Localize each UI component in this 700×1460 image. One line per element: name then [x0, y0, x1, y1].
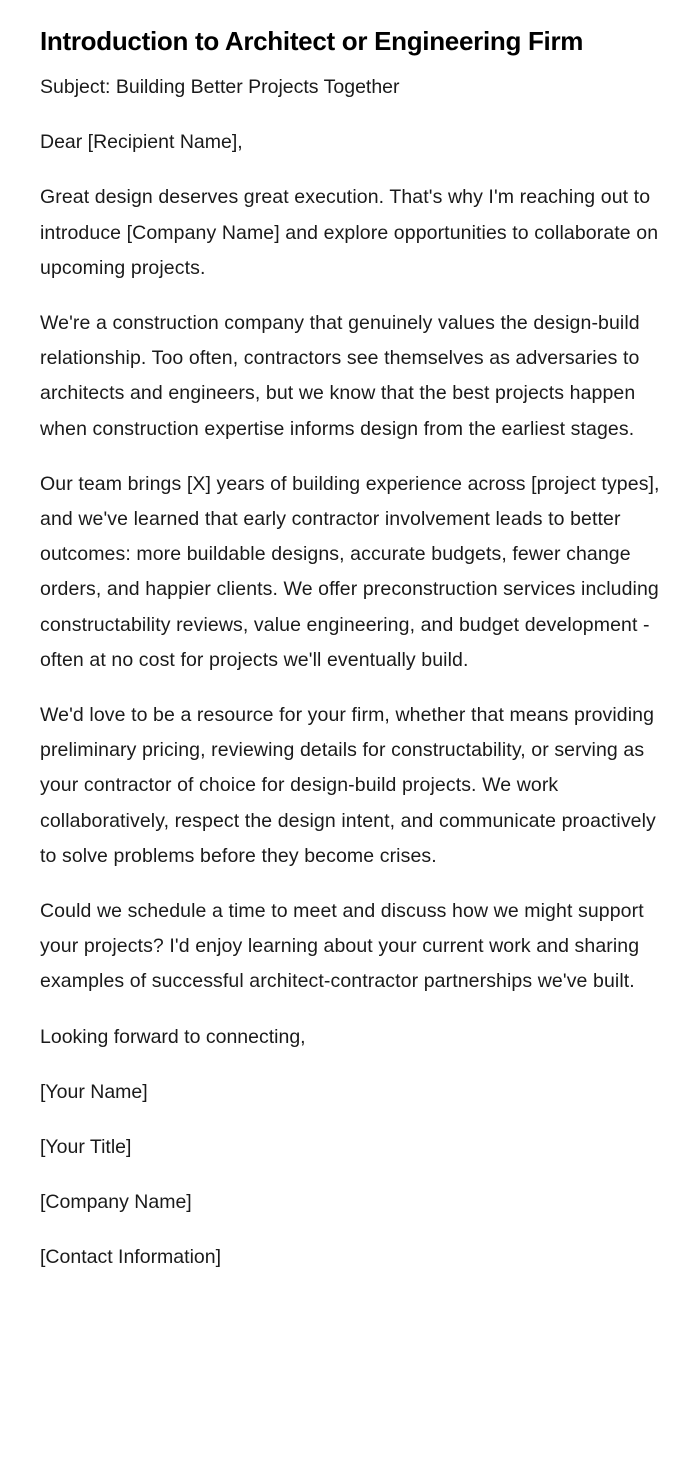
closing-line: Looking forward to connecting,	[40, 1025, 306, 1048]
signature-contact: [Contact Information]	[40, 1246, 222, 1269]
subject-line: Subject: Building Better Projects Together	[40, 76, 400, 98]
body-paragraph-2: We're a construction company that genuinely values the design-build relationship. Too often, contractors see themselves as adversaries to architects and engineers, but we know that the best projects happen when construction expertise informs design from the earliest stages.	[40, 312, 640, 440]
body-paragraph-1: Great design deserves great execution. That's why I'm reaching out to introduce [Company Name] and explore opportunities to collaborate on upcoming projects.	[40, 186, 659, 279]
document-title: Introduction to Architect or Engineering Firm	[40, 26, 584, 56]
body-paragraph-4: We'd love to be a resource for your firm, whether that means providing preliminary pricing, reviewing details for constructability, or serving as your contractor of choice for design-build projects. We work collaboratively, respect the design intent, and communicate proactively to solve problems before they become crises.	[40, 704, 656, 867]
signature-title: [Your Title]	[40, 1136, 132, 1159]
signature-company: [Company Name]	[40, 1191, 192, 1214]
body-paragraph-5: Could we schedule a time to meet and discuss how we might support your projects? I'd enjoy learning about your current work and sharing examples of successful architect-contractor partnerships we've built.	[40, 900, 644, 993]
signature-name: [Your Name]	[40, 1080, 148, 1103]
salutation: Dear [Recipient Name],	[40, 131, 243, 154]
body-paragraph-3: Our team brings [X] years of building experience across [project types], and we've learned that early contractor involvement leads to better outcomes: more buildable designs, accurate budgets, fewer change orders, and happier clients. We offer preconstruction services including constructability reviews, value engineering, and budget development - often at no cost for projects we'll eventually build.	[40, 472, 660, 671]
